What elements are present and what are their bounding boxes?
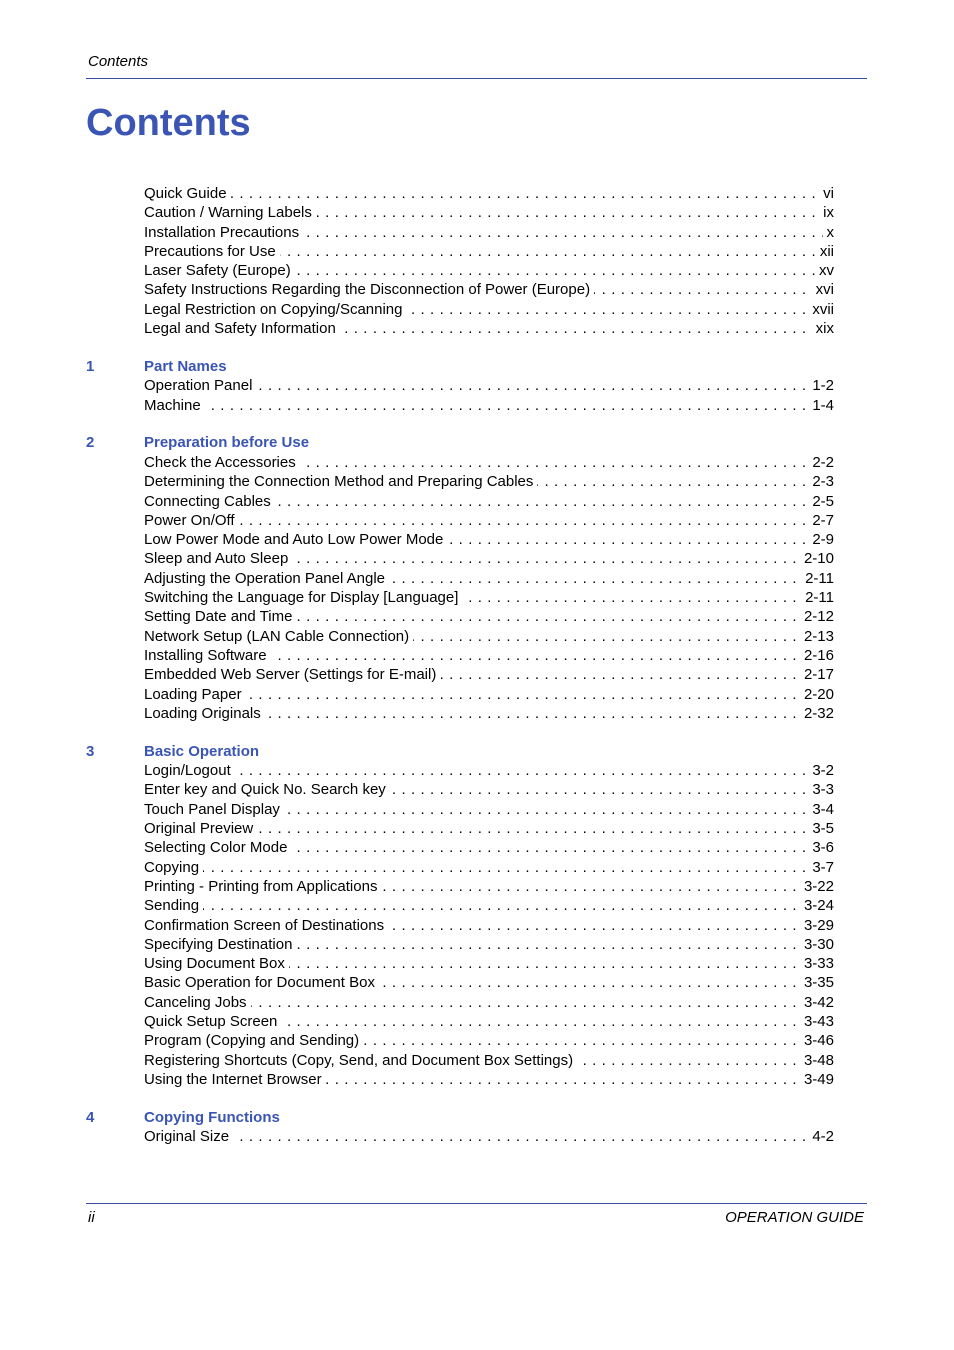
toc-entry-label: Caution / Warning Labels [144,204,316,221]
toc-entry-page: 3-7 [808,858,834,877]
toc-entry[interactable] [144,492,834,511]
toc-entry[interactable] [144,916,834,935]
chapter-number: 4 [86,1108,95,1126]
chapter-number: 3 [86,742,95,760]
toc-entry-page: xvi [812,280,834,299]
toc-entry-page: 2-13 [800,627,834,646]
toc-entry-label: Installing Software [144,647,271,664]
toc-entry-label: Adjusting the Operation Panel Angle [144,570,389,587]
chapter-number: 2 [86,434,95,452]
toc-entry-label: Using the Internet Browser [144,1071,326,1088]
toc-entry[interactable] [144,1031,834,1050]
toc-entry-page: 2-5 [808,492,834,511]
toc-entry[interactable] [144,569,834,588]
chapter-heading[interactable] [86,433,834,453]
toc-entry-label: Connecting Cables [144,493,275,510]
toc-entry-page: xv [815,261,834,280]
toc-entry-label: Selecting Color Mode [144,839,291,856]
toc-entry-label: Switching the Language for Display [Language] [144,589,462,606]
toc-entry-page: 3-24 [800,896,834,915]
toc-entry-label: Safety Instructions Regarding the Disconnection of Power (Europe) [144,281,594,298]
toc-entry-page: 4-2 [808,1127,834,1146]
footer-rule [86,1203,867,1204]
toc-entry-label: Setting Date and Time [144,608,296,625]
toc-entry-page: vi [819,184,834,203]
chapter-title: Basic Operation [144,742,260,760]
toc-entry-label: Printing - Printing from Applications [144,878,381,895]
toc-entry-page: 2-12 [800,607,834,626]
toc-entry-page: 2-10 [800,549,834,568]
toc-entry-label: Sending [144,897,203,914]
toc-entry-page: 2-7 [808,511,834,530]
toc-entry-page: 2-20 [800,685,834,704]
toc-entry-page: 3-46 [800,1031,834,1050]
page-number: ii [88,1209,95,1226]
toc-entry-page: 2-2 [808,453,834,472]
toc-entry-page: xii [816,242,834,261]
toc-entry-page: 3-4 [808,800,834,819]
toc-entry-page: 2-9 [808,530,834,549]
toc-entry-label: Legal Restriction on Copying/Scanning [144,301,407,318]
toc-entry[interactable] [144,242,834,261]
toc-entry[interactable] [144,280,834,299]
toc-entry-label: Legal and Safety Information [144,320,340,337]
toc-entry[interactable] [144,627,834,646]
toc-entry-label: Copying [144,859,203,876]
toc-entry-page: 3-42 [800,993,834,1012]
toc-entry-page: 2-11 [801,569,834,588]
table-of-contents [86,184,834,1146]
toc-entry-label: Enter key and Quick No. Search key [144,781,390,798]
toc-entry-label: Touch Panel Display [144,801,284,818]
toc-entry-page: 3-48 [800,1051,834,1070]
toc-entry[interactable] [144,588,834,607]
toc-entry[interactable] [144,954,834,973]
toc-entry[interactable] [144,761,834,780]
toc-entry[interactable] [144,511,834,530]
toc-entry[interactable] [144,1012,834,1031]
toc-entry-label: Embedded Web Server (Settings for E-mail) [144,666,440,683]
toc-entry[interactable] [144,530,834,549]
toc-entry-label: Laser Safety (Europe) [144,262,295,279]
toc-entry[interactable] [144,685,834,704]
toc-entry-page: 3-3 [808,780,834,799]
toc-entry-page: ix [819,203,834,222]
toc-entry[interactable] [144,396,834,415]
chapter-heading[interactable] [86,357,834,377]
toc-entry-label: Using Document Box [144,955,289,972]
toc-entry-page: 3-33 [800,954,834,973]
toc-entry-page: 3-2 [808,761,834,780]
toc-entry-page: xvii [808,300,834,319]
chapter-heading[interactable] [86,1108,834,1128]
toc-entry[interactable] [144,1051,834,1070]
toc-entry[interactable] [144,223,834,242]
toc-entry[interactable] [144,1070,834,1089]
toc-entry-page: 3-29 [800,916,834,935]
toc-entry-label: Loading Paper [144,686,246,703]
page-title: Contents [86,102,251,144]
toc-entry-page: 1-4 [808,396,834,415]
chapter-number: 1 [86,357,95,375]
toc-entry-page: 3-30 [800,935,834,954]
toc-entry-page: 2-32 [800,704,834,723]
toc-entry[interactable] [144,896,834,915]
toc-entry-label: Login/Logout [144,762,235,779]
toc-entry-label: Installation Precautions [144,224,303,241]
toc-entry-page: 3-43 [800,1012,834,1031]
toc-entry[interactable] [144,877,834,896]
toc-entry-label: Power On/Off [144,512,239,529]
toc-entry[interactable] [144,549,834,568]
toc-entry[interactable] [144,453,834,472]
toc-entry-page: 2-16 [800,646,834,665]
toc-entry[interactable] [144,319,834,338]
toc-entry-page: 3-22 [800,877,834,896]
chapter-title: Copying Functions [144,1108,280,1126]
chapter-title: Preparation before Use [144,434,310,452]
toc-entry-label: Quick Setup Screen [144,1013,281,1030]
toc-entry[interactable] [144,376,834,395]
toc-entry[interactable] [144,800,834,819]
toc-entry[interactable] [144,261,834,280]
toc-entry[interactable] [144,607,834,626]
toc-entry[interactable] [144,935,834,954]
toc-entry-label: Precautions for Use [144,243,280,260]
toc-entry-label: Quick Guide [144,185,231,202]
footer-guide-title: OPERATION GUIDE [725,1209,864,1226]
toc-entry[interactable] [144,819,834,838]
toc-entry[interactable] [144,300,834,319]
header-text: Contents [88,53,149,70]
toc-entry-label: Determining the Connection Method and Preparing Cables [144,473,537,490]
toc-entry[interactable] [144,780,834,799]
toc-entry[interactable] [144,973,834,992]
toc-entry[interactable] [144,203,834,222]
toc-entry-label: Check the Accessories [144,454,300,471]
toc-entry-label: Canceling Jobs [144,994,251,1011]
toc-entry-page: x [823,223,835,242]
toc-entry[interactable] [144,858,834,877]
toc-entry-label: Original Size [144,1128,233,1145]
toc-entry-label: Network Setup (LAN Cable Connection) [144,628,413,645]
toc-entry-label: Sleep and Auto Sleep [144,550,292,567]
toc-entry[interactable] [144,704,834,723]
toc-entry-page: xix [812,319,834,338]
toc-entry[interactable] [144,993,834,1012]
toc-entry-label: Low Power Mode and Auto Low Power Mode [144,531,447,548]
toc-entry-label: Confirmation Screen of Destinations [144,917,388,934]
toc-entry-label: Registering Shortcuts (Copy, Send, and Document Box Settings) [144,1052,577,1069]
toc-entry[interactable] [144,838,834,857]
toc-entry[interactable] [144,646,834,665]
chapter-heading[interactable] [86,742,834,762]
toc-entry-label: Operation Panel [144,377,256,394]
toc-entry-label: Specifying Destination [144,936,296,953]
toc-entry-label: Program (Copying and Sending) [144,1032,363,1049]
toc-entry-page: 2-11 [801,588,834,607]
toc-entry-label: Machine [144,397,205,414]
toc-entry[interactable] [144,472,834,491]
toc-entry-label: Loading Originals [144,705,265,722]
toc-entry-label: Original Preview [144,820,257,837]
toc-entry-page: 3-35 [800,973,834,992]
toc-entry-page: 1-2 [808,376,834,395]
toc-entry[interactable] [144,184,834,203]
chapter-title: Part Names [144,357,227,375]
toc-entry-page: 3-6 [808,838,834,857]
toc-entry-page: 2-3 [808,472,834,491]
toc-entry-page: 2-17 [800,665,834,684]
toc-entry[interactable] [144,1127,834,1146]
toc-entry[interactable] [144,665,834,684]
header-rule [86,78,867,79]
toc-entry-label: Basic Operation for Document Box [144,974,379,991]
toc-entry-page: 3-5 [808,819,834,838]
toc-entry-page: 3-49 [800,1070,834,1089]
